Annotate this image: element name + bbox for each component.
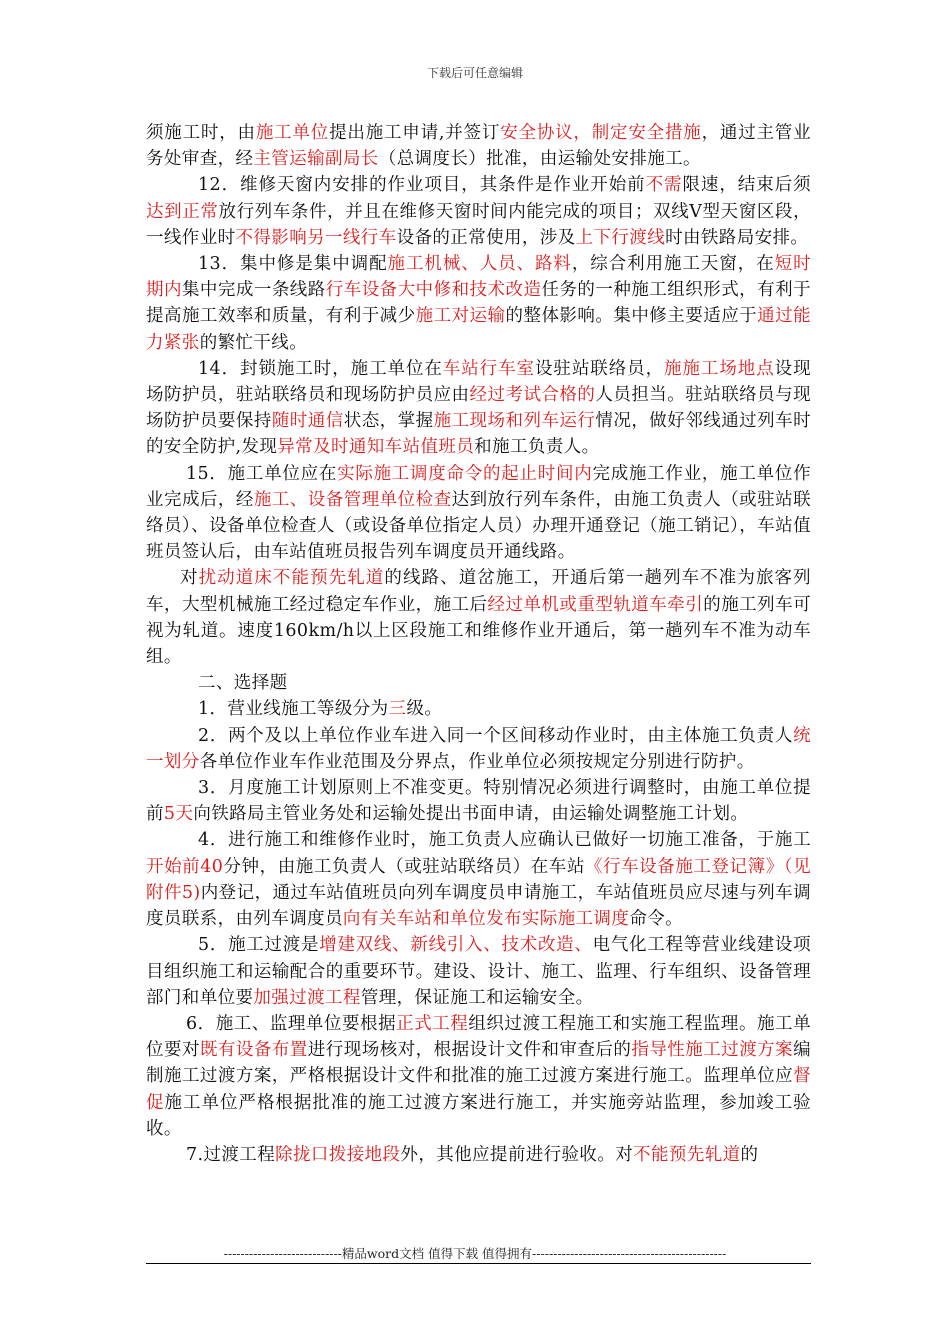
body-text: ，通过主管业务处审查，经: [146, 123, 812, 170]
body-text: 的施工列车可视为轧道。速度160km/h以上区段施工和维修作业开通后，第一趟列车不准为动车组。: [146, 594, 811, 668]
highlighted-text: 施工单位: [255, 123, 330, 143]
highlighted-text: 指导性施工过渡方案: [631, 1040, 794, 1061]
page-header: 下载后可任意编辑: [426, 66, 523, 80]
paragraph: [146, 775, 811, 827]
body-text: 设备的正常使用，涉及: [396, 227, 576, 248]
highlighted-text: 除拢口拨接地段: [275, 1144, 401, 1165]
page-footer: ----------------------------精品word文档 值得下载 值得拥有----------------------------------------------: [223, 1246, 727, 1261]
body-text: 向铁路局主管业务处和运输处提出书面申请，由运输处调整施工计划。: [193, 804, 749, 825]
body-text: 状态，掌握: [343, 411, 434, 432]
highlighted-text: 上下行渡线: [575, 227, 666, 248]
highlighted-text: 施施工场地点: [664, 358, 775, 379]
body-text: 分钟，由施工负责人（或驻站联络员）在车站: [223, 856, 585, 877]
body-text: 编制施工过渡方案，严格根据设计文件和批准的施工过渡方案进行施工。监理单位应: [146, 1040, 812, 1087]
body-text: 12．维修天窗内安排的作业项目，其条件是作业开始前: [198, 175, 646, 196]
paragraph: [146, 696, 811, 722]
paragraph: [146, 932, 811, 1011]
paragraph: [146, 670, 811, 696]
highlighted-text: 开始前40: [146, 856, 224, 877]
body-text: 的繁忙干线。: [199, 332, 308, 353]
body-text: ，综合利用施工天窗，在: [571, 254, 775, 275]
body-text: 6．施工、监理单位要根据: [186, 1013, 397, 1034]
body-text: 达到放行列车条件，由施工负责人（或驻站联络员）、设备单位检查人（或设备单位指定人员）办理开通登记（施工销记），车站值班员签认后，由车站值班员报告列车调度员开通线路。: [146, 489, 812, 563]
body-text: 的: [740, 1144, 759, 1165]
highlighted-text: 主管运输副局长: [253, 149, 379, 170]
highlighted-text: 经过考试合格的: [469, 385, 596, 406]
body-text: 外，其他应提前进行验收。对: [400, 1144, 634, 1165]
body-text: 5．施工过渡是: [198, 935, 320, 956]
body-text: 完成施工作业，施工单位作业完成后，经: [146, 463, 811, 510]
body-text: 人员担当。驻站联络员与现场防护员要保持: [146, 385, 811, 432]
body-text: 15．施工单位应在: [186, 463, 338, 484]
highlighted-text: 施工现场和列车运行: [433, 411, 596, 432]
body-text: 内登记，通过车站值班员向列车调度员申请施工，车站值班员应尽速与列车调度员联系，由列车调度员: [146, 882, 811, 930]
body-text: 13．集中修是集中调配: [198, 254, 388, 275]
body-text: 的线路、道岔施工，开通后第一趟列车不准为旅客列车，大型机械施工经过稳定车作业，施工后: [146, 568, 812, 615]
highlighted-text: 5天: [163, 804, 194, 825]
body-text: 提出施工申请,并签订: [329, 123, 501, 143]
highlighted-text: 不能预先轧道: [633, 1144, 741, 1165]
body-text: （总调度长）批准，由运输处安排施工。: [378, 149, 701, 170]
body-text: 命令。: [629, 909, 684, 930]
highlighted-text: 施工、设备管理单位检查: [253, 489, 452, 510]
body-text: 组织过渡工程施工和实施工程监理。施工单位要对: [146, 1013, 811, 1061]
highlighted-text: 《行车设备施工登记簿》（见附件5): [146, 856, 811, 903]
body-text: 施工单位严格根据批准的施工过渡方案进行施工，并实施旁站监理，参加竣工验收。: [146, 1092, 812, 1139]
body-text: 集中完成一条线路: [181, 280, 326, 301]
paragraph: [146, 356, 811, 461]
highlighted-text: 异常及时通知车站值班员: [277, 437, 475, 458]
paragraph: [146, 1142, 811, 1168]
body-text: 的整体影响。集中修主要适应于: [505, 306, 758, 327]
highlighted-text: 统一划分: [146, 725, 811, 772]
body-text: 情况，做好邻线通过列车时的安全防护,发现: [146, 411, 811, 458]
body-text: 放行列车条件，并且在维修天窗时间内能完成的项目；双线Ⅴ型天窗区段，一线作业时: [146, 201, 811, 248]
highlighted-text: 施工对运输: [415, 306, 506, 327]
paragraph: [146, 172, 811, 251]
highlighted-text: 通过能力紧张: [146, 306, 812, 353]
highlighted-text: 安全协议，制定安全措施: [500, 123, 702, 143]
highlighted-text: 正式工程: [396, 1013, 469, 1034]
body-text: 14．封锁施工时，施工单位在: [198, 358, 443, 379]
paragraph: [146, 251, 811, 356]
footer-rule: [146, 1263, 811, 1264]
body-text: 7.过渡工程: [186, 1144, 276, 1165]
paragraph: [146, 120, 811, 172]
paragraph: [146, 565, 811, 670]
highlighted-text: 三: [388, 699, 407, 720]
body-text: 对: [180, 568, 199, 589]
highlighted-text: 施工机械、人员、路料: [387, 254, 572, 275]
highlighted-text: 达到正常: [146, 201, 219, 222]
body-text: 进行现场核对，根据设计文件和审查后的: [307, 1040, 632, 1061]
highlighted-text: 扰动道床不能预先轧道: [198, 568, 385, 589]
highlighted-text: 既有设备布置: [199, 1040, 308, 1061]
body-text: 二、选择题: [198, 673, 288, 694]
body-text: 4．进行施工和维修作业时，施工负责人应确认已做好一切施工准备，于施工: [198, 830, 811, 851]
highlighted-text: 向有关车站和单位发布实际施工调度: [342, 909, 630, 930]
body-text: 级。: [406, 699, 443, 720]
highlighted-text: 不得影响另一线行车: [235, 227, 397, 248]
highlighted-text: 加强过渡工程: [253, 987, 361, 1008]
highlighted-text: 经过单机或重型轨道车牵引: [487, 594, 704, 615]
highlighted-text: 行车设备大中修和技术改造: [325, 280, 542, 301]
paragraph: [146, 723, 811, 775]
document-body: [146, 120, 811, 1168]
body-text: 时由铁路局安排。: [665, 227, 809, 248]
body-text: 管理，保证施工和运输安全。: [360, 987, 594, 1008]
highlighted-text: 不需: [645, 175, 683, 196]
highlighted-text: 车站行车室: [442, 358, 535, 379]
highlighted-text: 短时期内: [146, 254, 811, 301]
paragraph: [146, 461, 811, 566]
body-text: 3．月度施工计划原则上不准变更。特别情况必须进行调整时，由施工单位提前: [146, 778, 811, 825]
body-text: 任务的一种施工组织形式，有利于提高施工效率和质量，有利于减少: [146, 280, 811, 327]
body-text: 2．两个及以上单位作业车进入同一个区间移动作业时，由主体施工负责人: [198, 725, 794, 746]
body-text: 各单位作业车作业范围及分界点，作业单位必须按规定分别进行防护。: [199, 751, 755, 772]
body-text: 设现场防护员，驻站联络员和现场防护员应由: [146, 358, 811, 406]
body-text: 和施工负责人。: [474, 437, 600, 458]
paragraph: [146, 1011, 811, 1142]
body-text: 1．营业线施工等级分为: [198, 699, 389, 720]
body-text: 设驻站联络员，: [534, 358, 665, 379]
body-text: 电气化工程等营业线建设项目组织施工和运输配合的重要环节。建设、设计、施工、监理、行车组织、设备管理部门和单位要: [146, 935, 811, 1008]
highlighted-text: 随时通信: [271, 411, 344, 432]
body-text: 须施工时，由: [146, 123, 256, 143]
paragraph: [146, 827, 811, 932]
highlighted-text: 实际施工调度命令的起止时间内: [337, 463, 593, 484]
highlighted-text: 督促: [146, 1066, 811, 1113]
highlighted-text: 增建双线、新线引入、技术改造、: [319, 935, 593, 956]
body-text: 限速，结束后须: [682, 175, 811, 196]
